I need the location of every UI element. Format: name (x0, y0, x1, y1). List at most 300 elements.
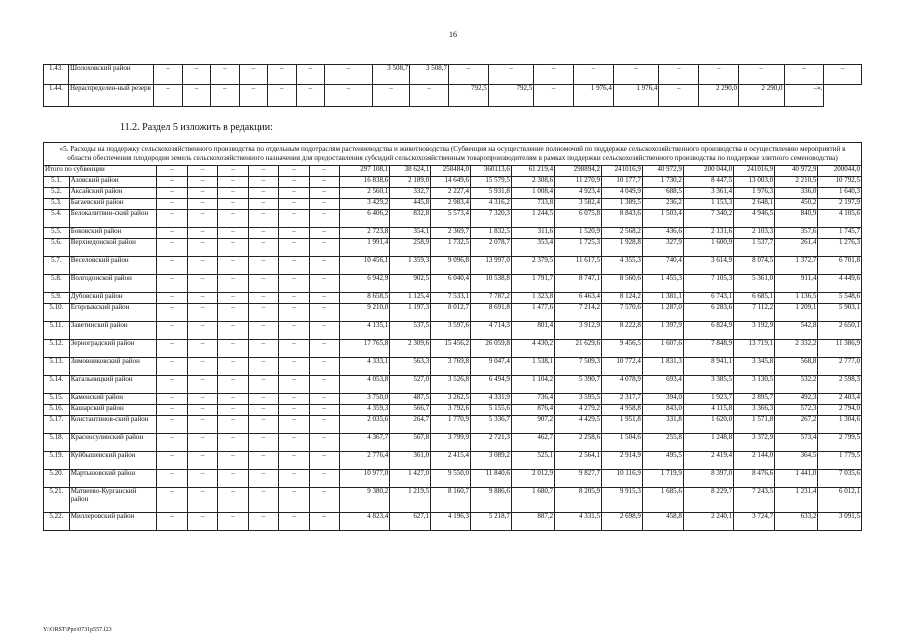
value-cell: 8 476,6 (734, 470, 775, 488)
value-cell: 736,4 (511, 394, 554, 405)
value-cell: – (279, 394, 309, 405)
value-cell: – (218, 239, 248, 257)
value-cell: – (187, 376, 217, 394)
value-cell: – (248, 513, 278, 531)
value-cell: 5 218,7 (470, 513, 511, 531)
value-cell: 21 629,6 (555, 340, 602, 358)
value-cell: 327,9 (642, 239, 683, 257)
value-cell: 1 153,3 (683, 199, 733, 210)
value-cell: – (187, 228, 217, 239)
value-cell: – (218, 188, 248, 199)
row-number: 5.4. (44, 210, 70, 228)
value-cell: – (279, 177, 309, 188)
value-cell: – (309, 210, 339, 228)
value-cell: – (824, 65, 862, 85)
value-cell: – (187, 434, 217, 452)
value-cell: 1 136,5 (775, 293, 818, 304)
value-cell: – (248, 228, 278, 239)
district-name: Азовский район (69, 177, 157, 188)
value-cell: 1 287,0 (642, 304, 683, 322)
value-cell: 4 359,3 (339, 405, 389, 416)
value-cell: – (574, 65, 614, 85)
district-name: Дубовский район (69, 293, 157, 304)
value-cell: 10 977,0 (339, 470, 389, 488)
value-cell: 8 941,1 (683, 358, 733, 376)
value-cell: 2 914,9 (601, 452, 642, 470)
value-cell: – (248, 376, 278, 394)
value-cell: 8 397,0 (683, 470, 733, 488)
value-cell: 1 455,3 (642, 275, 683, 293)
value-cell: 3 091,5 (818, 513, 862, 531)
table-row (44, 239, 862, 257)
value-cell: 8 691,8 (470, 304, 511, 322)
value-cell: 1 125,4 (390, 293, 431, 304)
value-cell: 1 323,8 (511, 293, 554, 304)
total-value-cell: – (309, 166, 339, 177)
value-cell: – (211, 65, 239, 85)
value-cell: 8 843,6 (601, 210, 642, 228)
row-number: 5.17. (44, 416, 70, 434)
value-cell: 236,2 (642, 199, 683, 210)
value-cell: 10 177,7 (601, 177, 642, 188)
value-cell: 7 214,2 (555, 304, 602, 322)
value-cell: 8 447,5 (683, 177, 733, 188)
value-cell: 532,2 (775, 376, 818, 394)
value-cell: 1 600,9 (683, 239, 733, 257)
total-value-cell: 298894,2 (555, 166, 602, 177)
value-cell: 1 976,3 (734, 188, 775, 199)
value-cell: 1 732,5 (431, 239, 471, 257)
value-cell: 537,5 (390, 322, 431, 340)
district-name: Куйбышевский район (69, 452, 157, 470)
row-number: 5.2. (44, 188, 70, 199)
value-cell: 492,3 (775, 394, 818, 405)
value-cell: – (309, 177, 339, 188)
value-cell: – (157, 322, 187, 340)
value-cell: 1 730,2 (642, 177, 683, 188)
value-cell: – (309, 340, 339, 358)
value-cell: 4 331,9 (470, 394, 511, 405)
value-cell: – (187, 293, 217, 304)
value-cell: 4 430,2 (511, 340, 554, 358)
value-cell: 1 779,5 (818, 452, 862, 470)
value-cell: 436,6 (642, 228, 683, 239)
value-cell: 7 035,6 (818, 470, 862, 488)
value-cell: – (248, 293, 278, 304)
value-cell: – (187, 513, 217, 531)
value-cell: 11 386,9 (818, 340, 862, 358)
row-number: 5.22. (44, 513, 70, 531)
district-name: Кашарский район (69, 405, 157, 416)
value-cell: 7 787,2 (470, 293, 511, 304)
value-cell: – (279, 188, 309, 199)
value-cell: – (534, 85, 574, 107)
total-value-cell: 200 044,0 (683, 166, 733, 177)
row-number: 5.15. (44, 394, 70, 405)
value-cell: – (182, 85, 210, 107)
value-cell: 1 219,5 (390, 488, 431, 513)
value-cell: – (659, 65, 699, 85)
value-cell: – (248, 304, 278, 322)
value-cell: – (309, 470, 339, 488)
value-cell: 1 719,9 (642, 470, 683, 488)
value-cell: 573,4 (775, 434, 818, 452)
total-value-cell: 241016,9 (601, 166, 642, 177)
table-row (44, 199, 862, 210)
value-cell: 1 397,9 (642, 322, 683, 340)
value-cell: 840,9 (775, 210, 818, 228)
value-cell: – (157, 452, 187, 470)
table-row (44, 394, 862, 405)
total-value-cell: – (279, 166, 309, 177)
value-cell: 2 983,4 (431, 199, 471, 210)
value-cell: 6 942,9 (339, 275, 389, 293)
total-value-cell: – (187, 166, 217, 177)
total-label: Итого по субвенции (44, 166, 157, 177)
value-cell: 1 477,6 (511, 304, 554, 322)
value-cell: 907,2 (511, 416, 554, 434)
value-cell: 4 958,8 (601, 405, 642, 416)
value-cell: 792,5 (488, 85, 534, 107)
value-cell: – (279, 257, 309, 275)
value-cell: – (187, 239, 217, 257)
value-cell: 10 538,8 (470, 275, 511, 293)
district-name: Мартыновский район (69, 470, 157, 488)
row-number: 5.13. (44, 358, 70, 376)
row-number: 5.1. (44, 177, 70, 188)
value-cell: – (157, 513, 187, 531)
value-cell: 3 366,3 (734, 405, 775, 416)
value-cell: 525,1 (511, 452, 554, 470)
value-cell: 1 231,4 (775, 488, 818, 513)
value-cell: 3 526,8 (431, 376, 471, 394)
row-number: 5.21. (44, 488, 70, 513)
value-cell: – (279, 322, 309, 340)
value-cell: 6 040,4 (431, 275, 471, 293)
value-cell: – (324, 65, 372, 85)
value-cell: – (279, 228, 309, 239)
value-cell: 264,7 (390, 416, 431, 434)
district-name: Белокалитвин-ский район (69, 210, 157, 228)
value-cell: 542,8 (775, 322, 818, 340)
value-cell: 1 571,8 (734, 416, 775, 434)
value-cell: – (218, 177, 248, 188)
value-cell: 4 714,3 (470, 322, 511, 340)
table-row (44, 85, 862, 107)
value-cell: 13 997,0 (470, 257, 511, 275)
value-cell: 6 012,1 (818, 488, 862, 513)
value-cell: – (248, 470, 278, 488)
district-name: Каменский район (69, 394, 157, 405)
district-name: Заветинский район (69, 322, 157, 340)
value-cell: – (324, 85, 372, 107)
value-cell: 267,2 (775, 416, 818, 434)
value-cell: – (279, 210, 309, 228)
value-cell: 2 723,8 (339, 228, 389, 239)
value-cell: 8 012,7 (431, 304, 471, 322)
value-cell: 11 617,5 (555, 257, 602, 275)
value-cell: 16 838,6 (339, 177, 389, 188)
value-cell: 2 598,3 (818, 376, 862, 394)
value-cell: – (187, 304, 217, 322)
value-cell: – (309, 322, 339, 340)
value-cell: 1 928,8 (601, 239, 642, 257)
value-cell: 2 290,0 (699, 85, 739, 107)
value-cell: – (187, 405, 217, 416)
value-cell: 1 209,1 (775, 304, 818, 322)
value-cell: 6 824,9 (683, 322, 733, 340)
row-number: 5.20. (44, 470, 70, 488)
value-cell: 11 270,9 (555, 177, 602, 188)
value-cell: 445,8 (390, 199, 431, 210)
value-cell: – (218, 394, 248, 405)
value-cell: 1 304,6 (818, 416, 862, 434)
value-cell: 843,0 (642, 405, 683, 416)
value-cell: – (309, 199, 339, 210)
district-name: Шолоховский район (69, 65, 154, 85)
district-name: Волгодонской район (69, 275, 157, 293)
value-cell: 2 776,4 (339, 452, 389, 470)
value-cell: – (279, 275, 309, 293)
value-cell: 4 078,9 (601, 376, 642, 394)
value-cell: – (248, 452, 278, 470)
value-cell: – (248, 322, 278, 340)
value-cell: – (187, 199, 217, 210)
value-cell: 572,3 (775, 405, 818, 416)
total-value-cell: – (218, 166, 248, 177)
value-cell: 2 564,1 (555, 452, 602, 470)
value-cell: – (157, 488, 187, 513)
value-cell: 2 227,4 (431, 188, 471, 199)
value-cell: 394,0 (642, 394, 683, 405)
value-cell: – (187, 488, 217, 513)
value-cell: – (279, 452, 309, 470)
value-cell: 2 309,6 (390, 340, 431, 358)
value-cell: – (157, 199, 187, 210)
value-cell: 1 976,4 (613, 85, 659, 107)
value-cell: 3 361,4 (683, 188, 733, 199)
value-cell: 3 582,4 (555, 199, 602, 210)
value-cell: – (309, 513, 339, 531)
value-cell: – (187, 257, 217, 275)
value-cell: 2 210,5 (775, 177, 818, 188)
table-row (44, 358, 862, 376)
value-cell: 1 680,7 (511, 488, 554, 513)
value-cell: – (218, 304, 248, 322)
value-cell: – (699, 65, 739, 85)
total-value-cell: 241016,9 (734, 166, 775, 177)
value-cell: 6 494,9 (470, 376, 511, 394)
value-cell: – (157, 376, 187, 394)
value-cell: – (309, 257, 339, 275)
value-cell: –». (784, 85, 824, 107)
value-cell: 563,3 (390, 358, 431, 376)
value-cell: 1 538,1 (511, 358, 554, 376)
row-number: 1.44. (44, 85, 69, 107)
value-cell: 3 385,5 (683, 376, 733, 394)
value-cell: 3 508,7 (372, 65, 410, 85)
value-cell: – (218, 376, 248, 394)
district-name: Константинов-ский район (69, 416, 157, 434)
table-row (44, 340, 862, 358)
value-cell: – (309, 405, 339, 416)
value-cell: 6 406,2 (339, 210, 389, 228)
value-cell: 6 075,8 (555, 210, 602, 228)
value-cell: 1 008,4 (511, 188, 554, 199)
value-cell: 7 105,3 (683, 275, 733, 293)
value-cell: 1 791,7 (511, 275, 554, 293)
value-cell: 9 550,0 (431, 470, 471, 488)
value-cell: 450,2 (775, 199, 818, 210)
value-cell: 5 361,0 (734, 275, 775, 293)
value-cell: – (187, 177, 217, 188)
value-cell: – (187, 416, 217, 434)
row-number: 5.18. (44, 434, 70, 452)
district-name: Веселовский район (69, 257, 157, 275)
value-cell: – (157, 358, 187, 376)
value-cell: – (279, 358, 309, 376)
value-cell: – (248, 340, 278, 358)
value-cell: – (448, 65, 488, 85)
value-cell: 10 772,4 (601, 358, 642, 376)
value-cell: – (154, 65, 182, 85)
table-row (44, 416, 862, 434)
value-cell: – (309, 275, 339, 293)
value-cell: 911,4 (775, 275, 818, 293)
total-value-cell: 40 972,9 (775, 166, 818, 177)
value-cell: 8 074,5 (734, 257, 775, 275)
value-cell: – (248, 488, 278, 513)
value-cell: – (248, 177, 278, 188)
value-cell: – (309, 188, 339, 199)
value-cell: 332,7 (390, 188, 431, 199)
value-cell: – (309, 304, 339, 322)
district-name: Багаевский район (69, 199, 157, 210)
value-cell: – (309, 358, 339, 376)
value-cell: 1 640,3 (818, 188, 862, 199)
value-cell: 7 243,5 (734, 488, 775, 513)
value-cell: 26 059,8 (470, 340, 511, 358)
value-cell: 2 103,3 (734, 228, 775, 239)
value-cell: 17 765,8 (339, 340, 389, 358)
value-cell: 2 895,7 (734, 394, 775, 405)
value-cell: – (410, 85, 449, 107)
value-cell: 3 724,7 (734, 513, 775, 531)
district-name: Зерноградский район (69, 340, 157, 358)
value-cell: 4 053,8 (339, 376, 389, 394)
value-cell: 2 648,1 (734, 199, 775, 210)
value-cell: 2 799,5 (818, 434, 862, 452)
value-cell: 9 886,6 (470, 488, 511, 513)
table-row (44, 210, 862, 228)
value-cell: 458,8 (642, 513, 683, 531)
value-cell: 6 701,8 (818, 257, 862, 275)
value-cell: 10 456,1 (339, 257, 389, 275)
value-cell: 2 035,6 (339, 416, 389, 434)
value-cell: – (309, 416, 339, 434)
table-row (44, 228, 862, 239)
value-cell: – (248, 358, 278, 376)
value-cell: 6 283,6 (683, 304, 733, 322)
value-cell: 8 229,7 (683, 488, 733, 513)
value-cell: 487,5 (390, 394, 431, 405)
value-cell: 2 078,7 (470, 239, 511, 257)
value-cell: – (187, 275, 217, 293)
table-row (44, 513, 862, 531)
value-cell: 740,4 (642, 257, 683, 275)
table-row (44, 452, 862, 470)
value-cell: 4 049,9 (601, 188, 642, 199)
value-cell: 792,5 (448, 85, 488, 107)
value-cell: – (279, 488, 309, 513)
value-cell: 693,4 (642, 376, 683, 394)
value-cell: 4 279,2 (555, 405, 602, 416)
value-cell: 2 777,0 (818, 358, 862, 376)
value-cell: – (248, 394, 278, 405)
value-cell: 354,1 (390, 228, 431, 239)
value-cell: 1 537,7 (734, 239, 775, 257)
value-cell: – (218, 513, 248, 531)
value-cell: – (239, 65, 267, 85)
value-cell: 4 196,3 (431, 513, 471, 531)
value-cell: – (248, 257, 278, 275)
value-cell: – (739, 65, 785, 85)
value-cell: 3 799,9 (431, 434, 471, 452)
value-cell: – (187, 188, 217, 199)
table-row (44, 257, 862, 275)
section-heading: 11.2. Раздел 5 изложить в редакции: (120, 122, 273, 133)
value-cell: – (248, 405, 278, 416)
value-cell: 5 390,7 (555, 376, 602, 394)
value-cell: 6 463,4 (555, 293, 602, 304)
value-cell: – (613, 65, 659, 85)
value-cell: 633,2 (775, 513, 818, 531)
value-cell: 4 333,1 (339, 358, 389, 376)
value-cell: 4 823,4 (339, 513, 389, 531)
value-cell: 1 770,9 (431, 416, 471, 434)
value-cell: – (157, 228, 187, 239)
district-name: Кагальницкий район (69, 376, 157, 394)
row-number: 5.14. (44, 376, 70, 394)
value-cell: – (372, 85, 410, 107)
row-number: 5.10. (44, 304, 70, 322)
value-cell: 2 144,0 (734, 452, 775, 470)
value-cell: 258,9 (390, 239, 431, 257)
value-cell: – (218, 405, 248, 416)
value-cell: 8 222,8 (601, 322, 642, 340)
value-cell: 15 579,5 (470, 177, 511, 188)
row-number: 5.12. (44, 340, 70, 358)
total-value-cell: 61 219,4 (511, 166, 554, 177)
value-cell: 8 560,6 (601, 275, 642, 293)
total-value-cell: 360113,6 (470, 166, 511, 177)
value-cell: – (187, 470, 217, 488)
district-name: Зимовниковский район (69, 358, 157, 376)
total-value-cell: – (157, 166, 187, 177)
value-cell: – (248, 416, 278, 434)
value-cell: 7 570,6 (601, 304, 642, 322)
value-cell: 13 003,0 (734, 177, 775, 188)
value-cell: – (187, 452, 217, 470)
value-cell: – (218, 452, 248, 470)
page-number: 16 (449, 30, 457, 39)
table-row (44, 470, 862, 488)
value-cell: – (279, 513, 309, 531)
table-row (44, 405, 862, 416)
value-cell: – (248, 434, 278, 452)
value-cell: – (309, 239, 339, 257)
value-cell: – (248, 239, 278, 257)
